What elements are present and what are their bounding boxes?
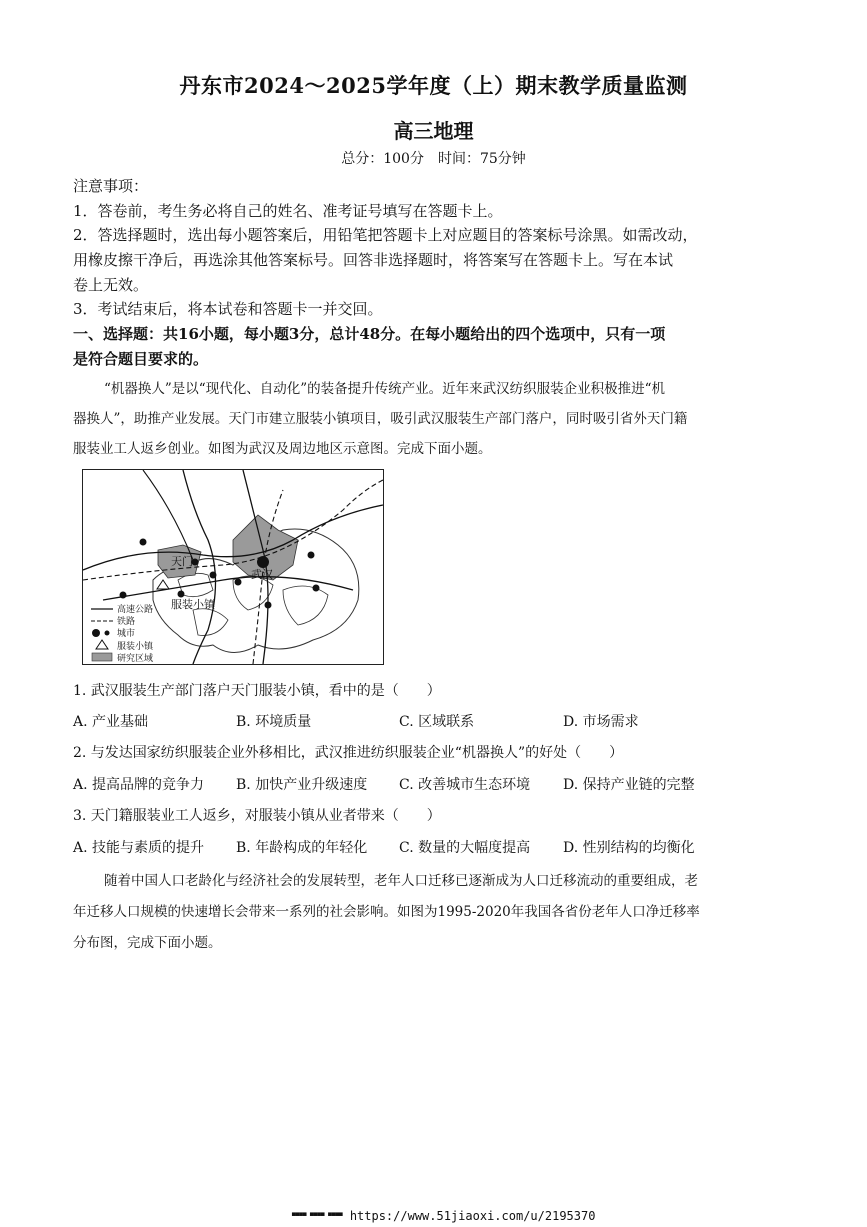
question-1-option-b: B. 环境质量	[236, 714, 312, 730]
passage-2-line-2: 年迁移人口规模的快速增长会带来一系列的社会影响。如图为1995-2020年我国各省份老年人口净迁移率	[73, 904, 700, 920]
legend-research-area: 研究区域	[117, 654, 154, 664]
question-2-option-d: D. 保持产业链的完整	[563, 777, 695, 793]
passage-2-line-1: 随着中国人口老龄化与经济社会的发展转型，老年人口迁移已逐渐成为人口迁移流动的重要组成，老	[104, 873, 698, 889]
question-2-option-a: A. 提高品牌的竞争力	[73, 777, 205, 793]
passage-2-line-3: 分布图，完成下面小题。	[73, 935, 222, 951]
exam-meta: 总分：100分 时间：75分钟	[341, 151, 526, 167]
map-label-tianmen: 天门	[171, 555, 193, 568]
section-heading-line-2: 是符合题目要求的。	[73, 350, 209, 368]
legend-railway: 铁路	[117, 617, 136, 627]
question-1-option-d: D. 市场需求	[563, 714, 639, 730]
wuhan-region-map	[82, 469, 384, 665]
footer-url[interactable]: https://www.51jiaoxi.com/u/2195370	[349, 1209, 596, 1223]
question-3-option-c: C. 数量的大幅度提高	[399, 840, 531, 856]
question-2-option-b: B. 加快产业升级速度	[236, 777, 368, 793]
exam-title: 丹东市2024～2025学年度（上）期末教学质量监测	[179, 73, 688, 98]
question-2-option-c: C. 改善城市生态环境	[399, 777, 531, 793]
legend-city: 城市	[117, 629, 136, 639]
notice-heading: 注意事项：	[73, 177, 149, 195]
notice-item-2-line-1: 2．答选择题时，选出每小题答案后，用铅笔把答题卡上对应题目的答案标号涂黑。如需改动，	[73, 226, 698, 244]
footer-prefix: ▀▀▀▀ ▀▀▀▀ ▀▀▀▀	[292, 1213, 343, 1220]
question-1-stem: 1. 武汉服装生产部门落户天门服装小镇，看中的是（ ）	[73, 683, 441, 699]
question-3-option-a: A. 技能与素质的提升	[73, 840, 205, 856]
notice-item-1: 1．答卷前，考生务必将自己的姓名、准考证号填写在答题卡上。	[73, 202, 503, 220]
footer-watermark	[292, 1209, 595, 1223]
section-heading-line-1: 一、选择题：共16小题，每小题3分，总计48分。在每小题给出的四个选项中，只有一项	[73, 325, 666, 343]
legend-highway: 高速公路	[117, 605, 154, 615]
question-3-stem: 3. 天门籍服装业工人返乡，对服装小镇从业者带来（ ）	[73, 808, 441, 824]
question-3-option-d: D. 性别结构的均衡化	[563, 840, 695, 856]
question-3-option-b: B. 年龄构成的年轻化	[236, 840, 368, 856]
passage-1-line-3: 服装业工人返乡创业。如图为武汉及周边地区示意图。完成下面小题。	[73, 441, 492, 457]
notice-item-3: 3．考试结束后，将本试卷和答题卡一并交回。	[73, 300, 383, 318]
notice-item-2-line-3: 卷上无效。	[73, 276, 149, 294]
passage-1-line-1: “机器换人”是以“现代化、自动化”的装备提升传统产业。近年来武汉纺织服装企业积极推进“机	[104, 381, 666, 397]
question-2-stem: 2. 与发达国家纺织服装企业外移相比，武汉推进纺织服装企业“机器换人”的好处（ ）	[73, 745, 624, 761]
question-1-option-a: A. 产业基础	[73, 714, 149, 730]
question-1-option-c: C. 区域联系	[399, 714, 475, 730]
map-label-clothing-town: 服装小镇	[171, 598, 215, 611]
notice-item-2-line-2: 用橡皮擦干净后，再选涂其他答案标号。回答非选择题时，将答案写在答题卡上。写在本试	[73, 251, 674, 269]
map-label-wuhan: 武汉	[251, 568, 273, 581]
legend-clothing-town: 服装小镇	[117, 642, 154, 652]
passage-1-line-2: 器换人”，助推产业发展。天门市建立服装小镇项目，吸引武汉服装生产部门落户，同时吸引省外天门籍	[73, 411, 688, 427]
subject-title: 高三地理	[393, 119, 474, 143]
